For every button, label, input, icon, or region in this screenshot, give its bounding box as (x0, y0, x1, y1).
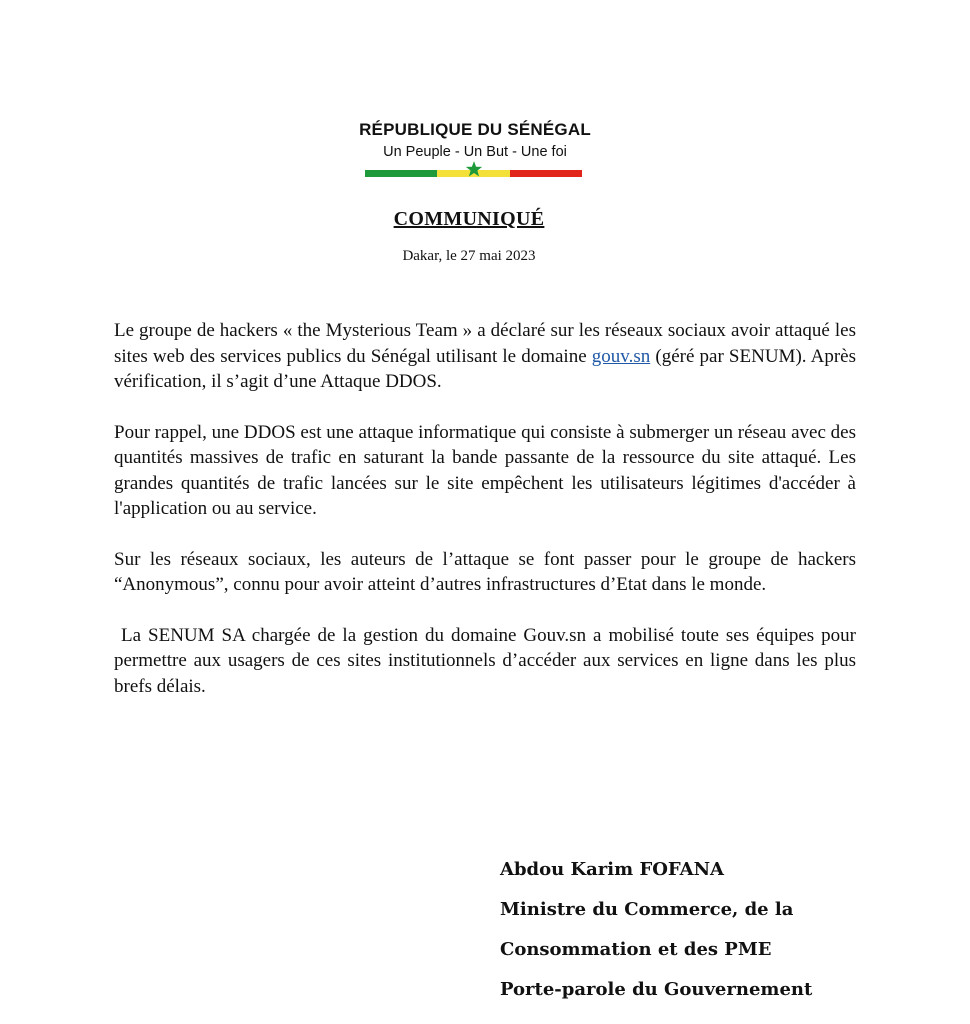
document-title: COMMUNIQUÉ (393, 208, 545, 230)
national-motto: Un Peuple - Un But - Une foi (383, 144, 567, 160)
signature-block (500, 850, 812, 1010)
flag-red-band (510, 170, 582, 177)
paragraph-1-end: (géré par SENUM). Après vérification, il s’agit d’une Attaque DDOS. (114, 345, 856, 392)
paragraph-2: Pour rappel, une DDOS est une attaque informatique qui consiste à submerger un réseau avec des quantités massives de trafic en saturant la bande passante de la ressource du site attaqué. Les grandes quantités de trafic lancées sur le site empêchent les utilisateurs légitimes d'accéder à l'application ou au service. (114, 421, 856, 519)
signatory-title-line-3: Porte-parole du Gouvernement (500, 979, 813, 1000)
paragraph-1 (114, 318, 856, 395)
signatory-name: Abdou Karim FOFANA (500, 859, 725, 880)
country-name: RÉPUBLIQUE DU SÉNÉGAL (359, 120, 591, 139)
document-date: Dakar, le 27 mai 2023 (402, 248, 536, 264)
signatory-title-line-2: Consommation et des PME (500, 939, 772, 960)
flag-green-band (365, 170, 437, 177)
paragraph-3: Sur les réseaux sociaux, les auteurs de l’attaque se font passer pour le groupe de hackers “Anonymous”, connu pour avoir atteint d’autres infrastructures d’Etat dans le monde. (114, 548, 856, 595)
letterhead (0, 118, 950, 162)
paragraph-4: La SENUM SA chargée de la gestion du domaine Gouv.sn a mobilisé toute ses équipes pour permettre aux usagers de ces sites institutionnels d’accéder aux services en ligne dans les plus brefs délais. (114, 624, 861, 697)
signatory-title-line-1: Ministre du Commerce, de la (500, 899, 794, 920)
paragraph-1-start: Le groupe de hackers « the Mysterious Team » a déclaré sur les réseaux sociaux avoir attaqué les sites web des services publics du Sénégal utilisant le domaine (114, 320, 856, 367)
green-star-icon (465, 160, 483, 178)
document-body (114, 318, 861, 724)
gouv-sn-link[interactable]: gouv.sn (591, 345, 651, 367)
